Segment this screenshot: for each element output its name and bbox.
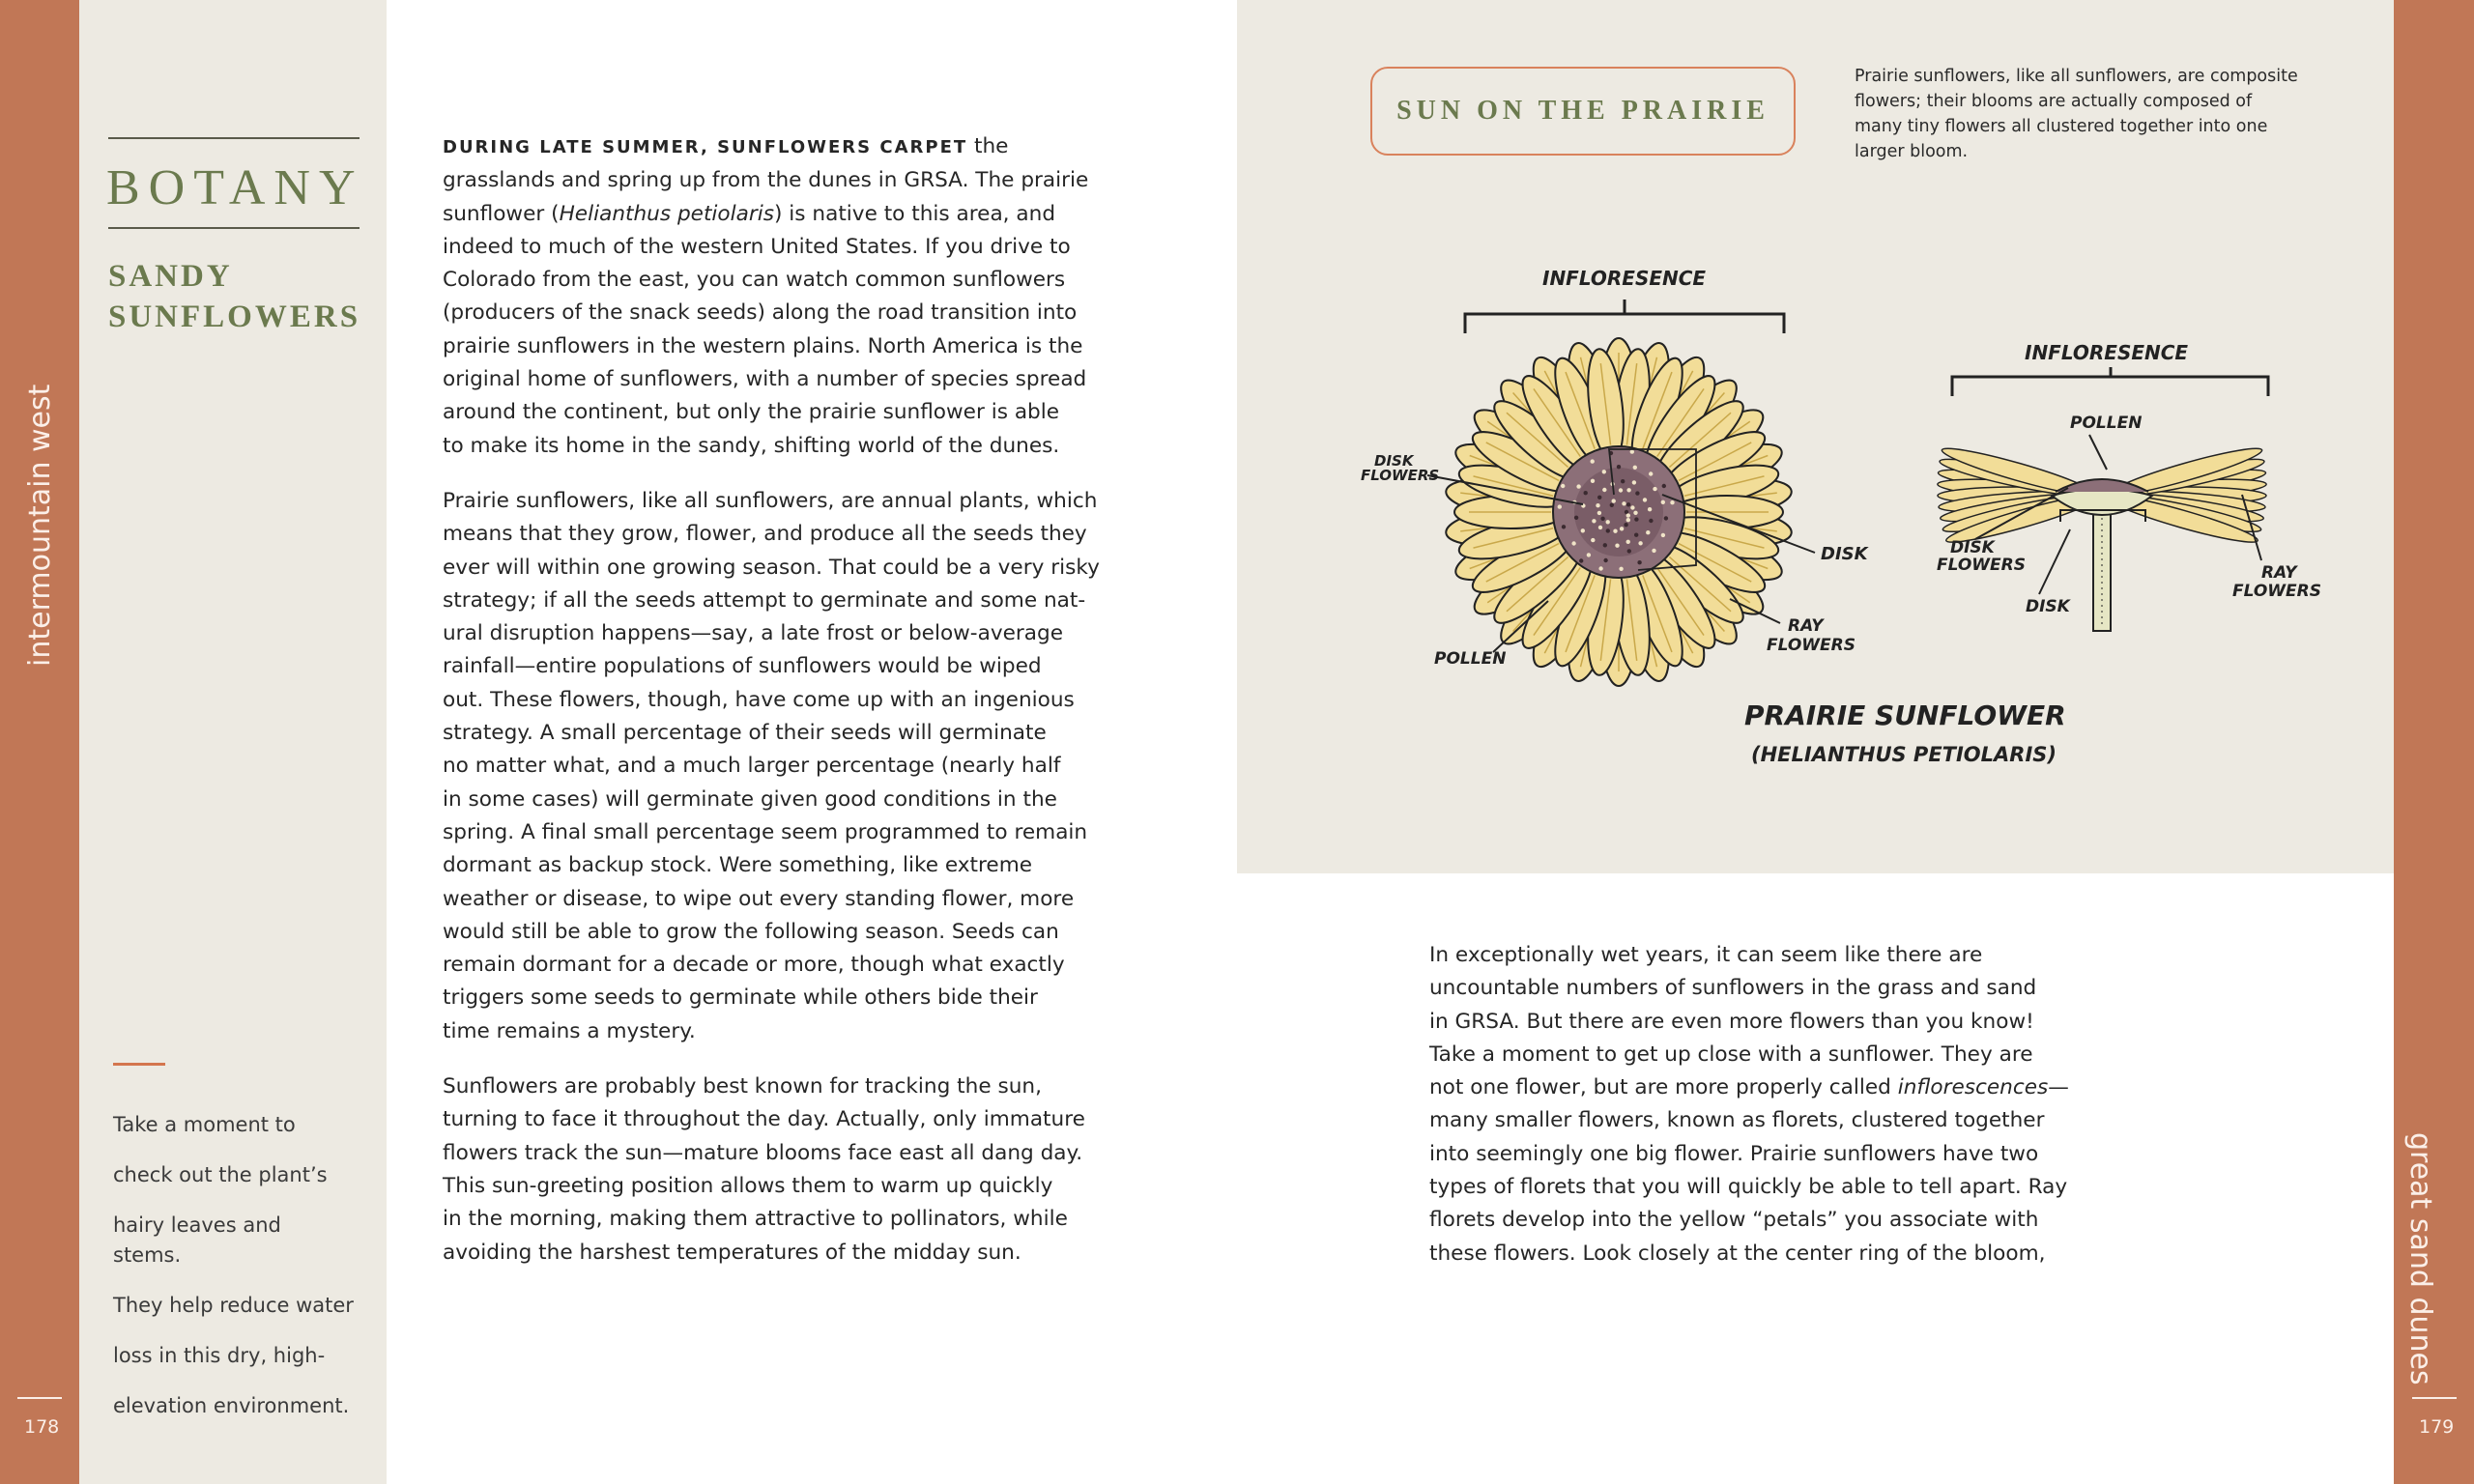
note-line: They help reduce water [113,1294,354,1317]
paragraph-line: Prairie sunflowers, like all sunflowers, are annual plants, which [443,488,1098,513]
svg-text:FLOWERS: FLOWERS [2232,582,2321,601]
paragraph-line: rainfall—entire populations of sunflowers would be wiped [443,654,1042,679]
paragraph-line: (producers of the snack seeds) along the road transition into [443,300,1078,326]
paragraph-line: remain dormant for a decade or more, though what exactly [443,953,1065,978]
paragraph-line: florets develop into the yellow “petals” you associate with [1429,1208,2039,1233]
section-title: BOTANY [106,160,364,215]
paragraph-line: would still be able to grow the following season. Seeds can [443,919,1059,944]
paragraph-line: no matter what, and a much larger percentage (nearly half [443,754,1061,779]
svg-text:POLLEN: POLLEN [2070,414,2143,433]
svg-text:FLOWERS: FLOWERS [1361,467,1440,484]
paragraph-line: DURING LATE SUMMER, SUNFLOWERS CARPET the [443,134,1009,158]
caption-line: Prairie sunflowers, like all sunflowers, are composite [1855,67,2298,86]
note-line: hairy leaves and stems. [113,1213,281,1267]
term: inflorescences [1897,1075,2049,1100]
sunflower-top-view [1444,338,1794,686]
svg-text:FLOWERS: FLOWERS [1937,556,2026,575]
paragraph-line: sunflower (Helianthus petiolaris) is native to this area, and [443,201,1056,226]
paragraph-line: prairie sunflowers in the western plains. North America is the [443,333,1083,358]
sunflower-side-view [1937,442,2267,631]
paragraph-line: uncountable numbers of sunflowers in the grass and sand [1429,976,2037,1001]
svg-text:DISK: DISK [1950,538,1995,557]
paragraph-line: Sunflowers are probably best known for tracking the sun, [443,1074,1042,1099]
paragraph-line: in GRSA. But there are even more flowers than you know! [1429,1009,2034,1034]
left-page-number: 178 [24,1416,60,1438]
svg-text:RAY: RAY [1788,616,1824,636]
paragraph-line: triggers some seeds to germinate while others bide their [443,985,1038,1011]
paragraph-line: flowers track the sun—mature blooms face east all dang day. [443,1140,1083,1165]
paragraph-line: into seemingly one big flower. Prairie sunflowers have two [1429,1141,2039,1166]
section-bottom-rule [108,227,360,229]
paragraph-line: ural disruption happens—say, a late frost or below-average [443,621,1064,646]
note-line: loss in this dry, high- [113,1344,326,1367]
section-top-rule [108,137,360,139]
paragraph-line: means that they grow, flower, and produce all the seeds they [443,522,1087,547]
paragraph-line: avoiding the harshest temperatures of the midday sun. [443,1240,1021,1265]
paragraph-line: strategy; if all the seeds attempt to germinate and some nat- [443,587,1086,613]
paragraph-line: grasslands and spring up from the dunes in GRSA. The prairie [443,168,1089,193]
note-line: check out the plant’s [113,1163,328,1186]
sunflower-diagram [1334,242,2358,802]
lead-in: DURING LATE SUMMER, SUNFLOWERS CARPET [443,137,968,157]
label-inflorescence-left: INFLORESENCE [1542,267,1707,290]
left-folio-rule [17,1397,62,1399]
main-text-column [443,130,1100,1270]
paragraph-line: This sun-greeting position allows them to warm up quickly [443,1173,1053,1198]
right-text-column [1429,939,2069,1270]
right-page-number: 179 [2419,1416,2455,1438]
label-inflorescence-right: INFLORESENCE [2025,341,2189,364]
paragraph-line: types of florets that you will quickly be able to tell apart. Ray [1429,1175,2068,1200]
paragraph-line: in some cases) will germinate given good conditions in the [443,786,1057,812]
paragraph-line: strategy. A small percentage of their seeds will germinate [443,721,1047,746]
inflorescence-bracket-left [1465,300,1784,333]
paragraph-line: original home of sunflowers, with a number of species spread [443,367,1087,392]
caption-line: many tiny flowers all clustered together into one [1855,117,2268,136]
left-edge-band [0,0,79,1484]
article-title-line: SANDY [108,259,233,294]
latin-name: Helianthus petiolaris [559,201,774,226]
inflorescence-bracket-right [1952,367,2268,396]
paragraph-line: spring. A final small percentage seem programmed to remain [443,819,1088,844]
sidebar-note [113,1090,355,1441]
svg-text:FLOWERS: FLOWERS [1767,636,1856,655]
paragraph-line: not one flower, but are more properly called inflorescences— [1429,1075,2069,1100]
caption-line: larger bloom. [1855,142,1969,161]
paragraph-line: out. These flowers, though, have come up with an ingenious [443,687,1075,712]
paragraph-line: turning to face it throughout the day. Actually, only immature [443,1107,1085,1132]
svg-text:DISK: DISK [1821,544,1868,564]
paragraph-line: indeed to much of the western United States. If you drive to [443,234,1071,259]
article-title [108,256,360,337]
note-line: elevation environment. [113,1394,350,1417]
paragraph-line: these flowers. Look closely at the center ring of the bloom, [1429,1241,2046,1266]
paragraph-line: weather or disease, to wipe out every standing flower, more [443,886,1075,911]
svg-text:DISK: DISK [1374,452,1414,470]
paragraph-line: to make its home in the sandy, shifting world of the dunes. [443,433,1060,458]
species-name: PRAIRIE SUNFLOWER [1744,699,2066,731]
left-running-head: intermountain west [23,384,57,667]
svg-text:POLLEN: POLLEN [1434,649,1507,669]
article-title-line: SUNFLOWERS [108,300,361,334]
paragraph-line: in the morning, making them attractive to pollinators, while [443,1207,1068,1232]
illustration-caption [1855,64,2298,164]
right-folio-rule [2412,1397,2457,1399]
right-running-head: great sand dunes [2403,1132,2437,1385]
note-accent-rule [113,1063,165,1066]
paragraph-line: ever will within one growing season. That could be a very risky [443,555,1100,580]
svg-text:RAY: RAY [2261,563,2297,583]
paragraph-line: around the continent, but only the prairie sunflower is able [443,400,1060,425]
paragraph-line: In exceptionally wet years, it can seem like there are [1429,943,1983,967]
paragraph-line: many smaller flowers, known as florets, clustered together [1429,1108,2045,1133]
caption-line: flowers; their blooms are actually composed of [1855,92,2253,111]
paragraph-line: dormant as backup stock. Were something, like extreme [443,853,1033,878]
paragraph-line: time remains a mystery. [443,1018,696,1043]
note-line: Take a moment to [113,1113,296,1136]
paragraph-line: Take a moment to get up close with a sunflower. They are [1429,1042,2033,1067]
svg-text:DISK: DISK [2026,597,2070,616]
species-latin: (HELIANTHUS PETIOLARIS) [1751,743,2057,766]
illustration-title-box: SUN ON THE PRAIRIE [1370,67,1796,156]
paragraph-line: Colorado from the east, you can watch common sunflowers [443,268,1066,293]
